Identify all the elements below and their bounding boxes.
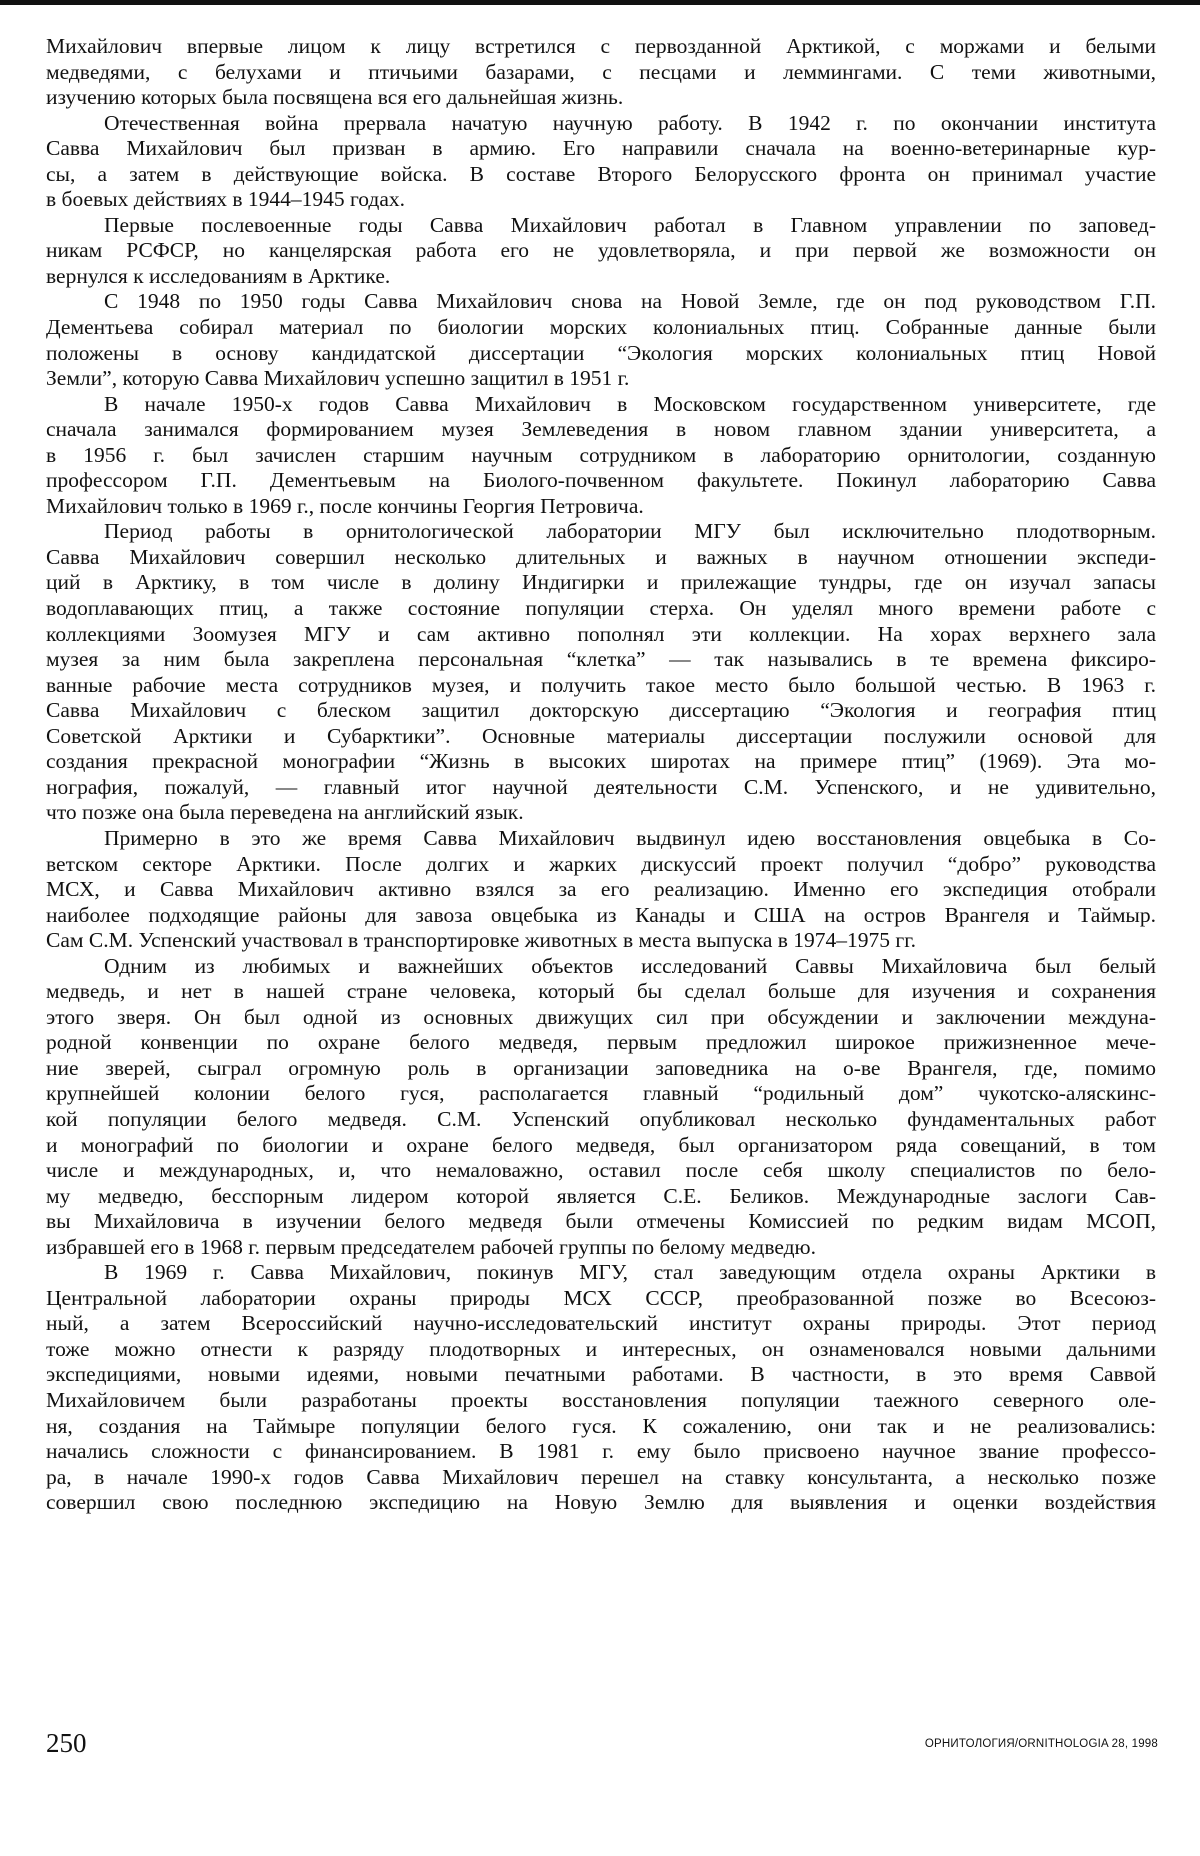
page-number: 250 xyxy=(46,1728,87,1758)
text-line: Сам С.М. Успенский участвовал в транспортировке животных в места выпуска в 1974–1975 гг. xyxy=(46,928,916,953)
text-line: профессором Г.П. Дементьевым на Биолого-почвенном факультете. Покинул лабораторию Савва xyxy=(46,468,1156,493)
text-line: в 1956 г. был зачислен старшим научным сотрудником в лабораторию орнитологии, созданную xyxy=(46,442,1156,467)
text-line: экспедициями, новыми идеями, новыми печатными работами. В частности, в это время Саввой xyxy=(46,1362,1156,1387)
text-line: никам РСФСР, но канцелярская работа его не удовлетворяла, и при первой же возможности он xyxy=(46,238,1156,263)
text-line: Дементьева собирал материал по биологии морских колониальных птиц. Собранные данные были xyxy=(46,315,1156,340)
text-line: водоплавающих птиц, а также состояние популяции стерха. Он уделял много времени работе с xyxy=(46,596,1156,621)
text-line: сы, а затем в действующие войска. В составе Второго Белорусского фронта он принимал участие xyxy=(46,161,1156,186)
text-line: Михайлович только в 1969 г., после кончины Георгия Петровича. xyxy=(46,493,644,518)
text-line: Первые послевоенные годы Савва Михайлович работал в Главном управлении по заповед- xyxy=(104,212,1156,237)
paragraph xyxy=(46,519,1156,826)
text-line: коллекциями Зоомузея МГУ и сам активно пополнял эти коллекции. На хорах верхнего зала xyxy=(46,621,1156,646)
text-line: Период работы в орнитологической лаборатории МГУ был исключительно плодотворным. xyxy=(104,519,1156,544)
text-line: Савва Михайлович был призван в армию. Его направили сначала на военно-ветеринарные кур- xyxy=(46,136,1156,161)
text-line: Примерно в это же время Савва Михайлович выдвинул идею восстановления овцебыка в Со- xyxy=(104,825,1156,850)
text-line: С 1948 по 1950 годы Савва Михайлович снова на Новой Земле, где он под руководством Г.П. xyxy=(104,289,1156,314)
text-line: вернулся к исследованиям в Арктике. xyxy=(46,263,391,288)
text-line: Советской Арктики и Субарктики”. Основные материалы диссертации послужили основой для xyxy=(46,723,1156,748)
text-line: и монографий по биологии и охране белого медведя, был организатором ряда совещаний, в том xyxy=(46,1132,1156,1157)
text-line: крупнейшей колонии белого гуся, располагается главный “родильный дом” чукотско-аляскинс- xyxy=(46,1081,1156,1106)
text-line: ние зверей, сыграл огромную роль в организации заповедника на о-ве Врангеля, где, помимо xyxy=(46,1055,1156,1080)
text-line: кой популяции белого медведя. С.М. Успенский опубликовал несколько фундаментальных работ xyxy=(46,1106,1156,1131)
text-line: ветском секторе Арктики. После долгих и жарких дискуссий проект получил “добро” руководства xyxy=(46,851,1156,876)
text-line: Земли”, которую Савва Михайлович успешно защитил в 1951 г. xyxy=(46,366,630,391)
text-line: медведь, и нет в нашей стране человека, который бы сделал больше для изучения и сохранения xyxy=(46,979,1156,1004)
text-line: что позже она была переведена на английский язык. xyxy=(46,800,524,825)
text-line: В начале 1950-х годов Савва Михайлович в Московском государственном университете, где xyxy=(104,391,1156,416)
text-line: начались сложности с финансированием. В 1981 г. ему было присвоено научное звание профессо- xyxy=(46,1439,1156,1464)
text-line: изучению которых была посвящена вся его дальнейшая жизнь. xyxy=(46,85,624,110)
paragraph xyxy=(46,1260,1156,1515)
text-line: ный, а затем Всероссийский научно-исследовательский институт охраны природы. Этот период xyxy=(46,1311,1156,1336)
page-footer xyxy=(46,1728,1158,1762)
text-line: Савва Михайлович совершил несколько длительных и важных в научном отношении экспеди- xyxy=(46,544,1156,569)
text-line: родной конвенции по охране белого медведя, первым предложил широкое прижизненное мече- xyxy=(46,1030,1156,1055)
text-line: числе и международных, и, что немаловажно, оставил после себя школу специалистов по бело- xyxy=(46,1158,1156,1183)
text-line: ванные рабочие места сотрудников музея, и получить такое место было большой честью. В 1963 г. xyxy=(46,672,1156,697)
text-line: Савва Михайлович с блеском защитил докторскую диссертацию “Экология и география птиц xyxy=(46,698,1156,723)
text-line: сначала занимался формированием музея Землеведения в новом главном здании университета, а xyxy=(46,417,1156,442)
article-body xyxy=(46,34,1156,1516)
text-line: Отечественная война прервала начатую научную работу. В 1942 г. по окончании института xyxy=(104,110,1156,135)
journal-reference: ОРНИТОЛОГИЯ/ORNITHOLOGIA 28, 1998 xyxy=(924,1738,1158,1750)
text-line: положены в основу кандидатской диссертации “Экология морских колониальных птиц Новой xyxy=(46,340,1156,365)
text-line: Михайлович впервые лицом к лицу встретился с первозданной Арктикой, с моржами и белыми xyxy=(46,34,1156,58)
text-line: ра, в начале 1990-х годов Савва Михайлович перешел на ставку консультанта, а несколько позже xyxy=(46,1464,1156,1489)
text-line: создания прекрасной монографии “Жизнь в высоких широтах на примере птиц” (1969). Эта мо- xyxy=(46,749,1156,774)
text-line: медведями, с белухами и птичьими базарами, с песцами и леммингами. С теми животными, xyxy=(46,59,1156,84)
paragraph xyxy=(46,826,1156,954)
text-line: Центральной лаборатории охраны природы МСХ СССР, преобразованной позже во Всесоюз- xyxy=(46,1285,1156,1310)
text-line: Одним из любимых и важнейших объектов исследований Саввы Михайловича был белый xyxy=(104,953,1156,978)
paragraph xyxy=(46,392,1156,520)
text-line: В 1969 г. Савва Михайлович, покинув МГУ, стал заведующим отдела охраны Арктики в xyxy=(104,1260,1156,1285)
paragraph xyxy=(46,34,1156,111)
text-line: МСХ, и Савва Михайлович активно взялся за его реализацию. Именно его экспедиция отобрали xyxy=(46,877,1156,902)
text-line: этого зверя. Он был одной из основных движущих сил при обсуждении и заключении междуна- xyxy=(46,1004,1156,1029)
text-line: музея за ним была закреплена персональная “клетка” — так назывались в те времена фиксиро- xyxy=(46,647,1156,672)
text-line: тоже можно отнести к разряду плодотворных и интересных, он ознаменовался новыми дальними xyxy=(46,1336,1156,1361)
text-line: избравшей его в 1968 г. первым председателем рабочей группы по белому медведю. xyxy=(46,1234,816,1259)
text-line: Михайловичем были разработаны проекты восстановления популяции таежного северного оле- xyxy=(46,1387,1156,1412)
text-line: ций в Арктику, в том числе в долину Индигирки и прилежащие тундры, где он изучал запасы xyxy=(46,570,1156,595)
paragraph xyxy=(46,213,1156,290)
paragraph xyxy=(46,111,1156,213)
top-rule xyxy=(0,0,1200,5)
text-line: совершил свою последнюю экспедицию на Новую Землю для выявления и оценки воздействия xyxy=(46,1490,1156,1515)
text-line: нография, пожалуй, — главный итог научной деятельности С.М. Успенского, и не удивительно, xyxy=(46,774,1156,799)
text-line: наиболее подходящие районы для завоза овцебыка из Канады и США на остров Врангеля и Таймыр. xyxy=(46,902,1156,927)
text-line: вы Михайловича в изучении белого медведя были отмечены Комиссией по редким видам МСОП, xyxy=(46,1209,1156,1234)
text-line: ня, создания на Таймыре популяции белого гуся. К сожалению, они так и не реализовались: xyxy=(46,1413,1156,1438)
text-line: му медведю, бесспорным лидером которой является С.Е. Беликов. Международные заслоги Сав- xyxy=(46,1183,1156,1208)
paragraph xyxy=(46,954,1156,1261)
paragraph xyxy=(46,289,1156,391)
text-line: в боевых действиях в 1944–1945 годах. xyxy=(46,187,406,212)
